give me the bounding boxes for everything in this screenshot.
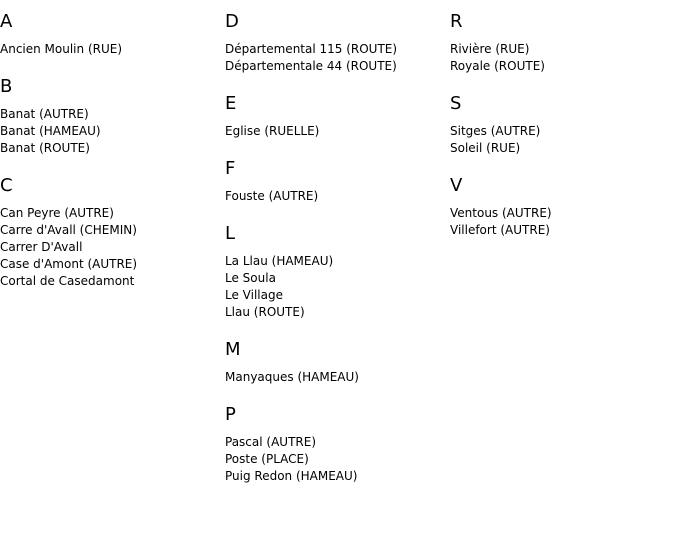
street-entry: La Llau (HAMEAU) <box>225 254 334 268</box>
letter-group-m <box>225 339 450 386</box>
street-entry: Ancien Moulin (RUE) <box>0 42 123 56</box>
street-list <box>450 205 675 239</box>
street-entry: Carre d'Avall (CHEMIN) <box>0 223 137 237</box>
street-entry: Banat (HAMEAU) <box>0 124 101 138</box>
letter-heading: A <box>0 11 13 32</box>
street-entry: Eglise (RUELLE) <box>225 124 320 138</box>
letter-heading: B <box>0 76 13 97</box>
letter-group-c <box>0 175 225 290</box>
street-list <box>225 434 450 485</box>
street-entry: Fouste (AUTRE) <box>225 189 319 203</box>
street-entry: Puig Redon (HAMEAU) <box>225 469 358 483</box>
street-entry: Pascal (AUTRE) <box>225 435 317 449</box>
street-list <box>450 41 675 75</box>
street-list <box>225 253 450 321</box>
letter-heading: D <box>225 11 239 32</box>
street-entry: Poste (PLACE) <box>225 452 309 466</box>
street-list <box>225 369 450 386</box>
letter-group-d <box>225 11 450 75</box>
street-entry: Banat (AUTRE) <box>0 107 89 121</box>
letter-group-r <box>450 11 675 75</box>
letter-heading: M <box>225 339 241 360</box>
letter-heading: R <box>450 11 463 32</box>
street-entry: Le Soula <box>225 271 276 285</box>
street-entry: Ventous (AUTRE) <box>450 206 552 220</box>
street-entry: Royale (ROUTE) <box>450 59 545 73</box>
street-list <box>0 106 225 157</box>
letter-group-a <box>0 11 225 58</box>
street-index-column-1 <box>0 0 225 290</box>
street-entry: Cortal de Casedamont <box>0 274 135 288</box>
letter-group-l <box>225 223 450 321</box>
street-entry: Soleil (RUE) <box>450 141 521 155</box>
street-entry: Sitges (AUTRE) <box>450 124 541 138</box>
street-entry: Llau (ROUTE) <box>225 305 305 319</box>
street-entry: Villefort (AUTRE) <box>450 223 550 237</box>
letter-heading: L <box>225 223 236 244</box>
street-entry: Le Village <box>225 288 283 302</box>
street-entry: Can Peyre (AUTRE) <box>0 206 114 220</box>
letter-heading: P <box>225 404 236 425</box>
letter-group-f <box>225 158 450 205</box>
letter-group-b <box>0 76 225 157</box>
street-entry: Départemental 115 (ROUTE) <box>225 42 398 56</box>
street-entry: Manyaques (HAMEAU) <box>225 370 359 384</box>
street-index-column-3 <box>450 0 675 239</box>
street-entry: Banat (ROUTE) <box>0 141 90 155</box>
letter-group-p <box>225 404 450 485</box>
street-list <box>225 188 450 205</box>
street-entry: Départementale 44 (ROUTE) <box>225 59 397 73</box>
street-list <box>225 41 450 75</box>
letter-heading: F <box>225 158 236 179</box>
letter-heading: S <box>450 93 462 114</box>
street-entry: Carrer D'Avall <box>0 240 83 254</box>
letter-heading: E <box>225 93 237 114</box>
letter-heading: V <box>450 175 463 196</box>
letter-group-e <box>225 93 450 140</box>
street-index-column-2 <box>225 0 450 485</box>
street-list <box>0 41 225 58</box>
street-entry: Rivière (RUE) <box>450 42 530 56</box>
street-list <box>450 123 675 157</box>
street-list <box>225 123 450 140</box>
street-entry: Case d'Amont (AUTRE) <box>0 257 138 271</box>
street-list <box>0 205 225 290</box>
letter-group-s <box>450 93 675 157</box>
letter-heading: C <box>0 175 13 196</box>
letter-group-v <box>450 175 675 239</box>
